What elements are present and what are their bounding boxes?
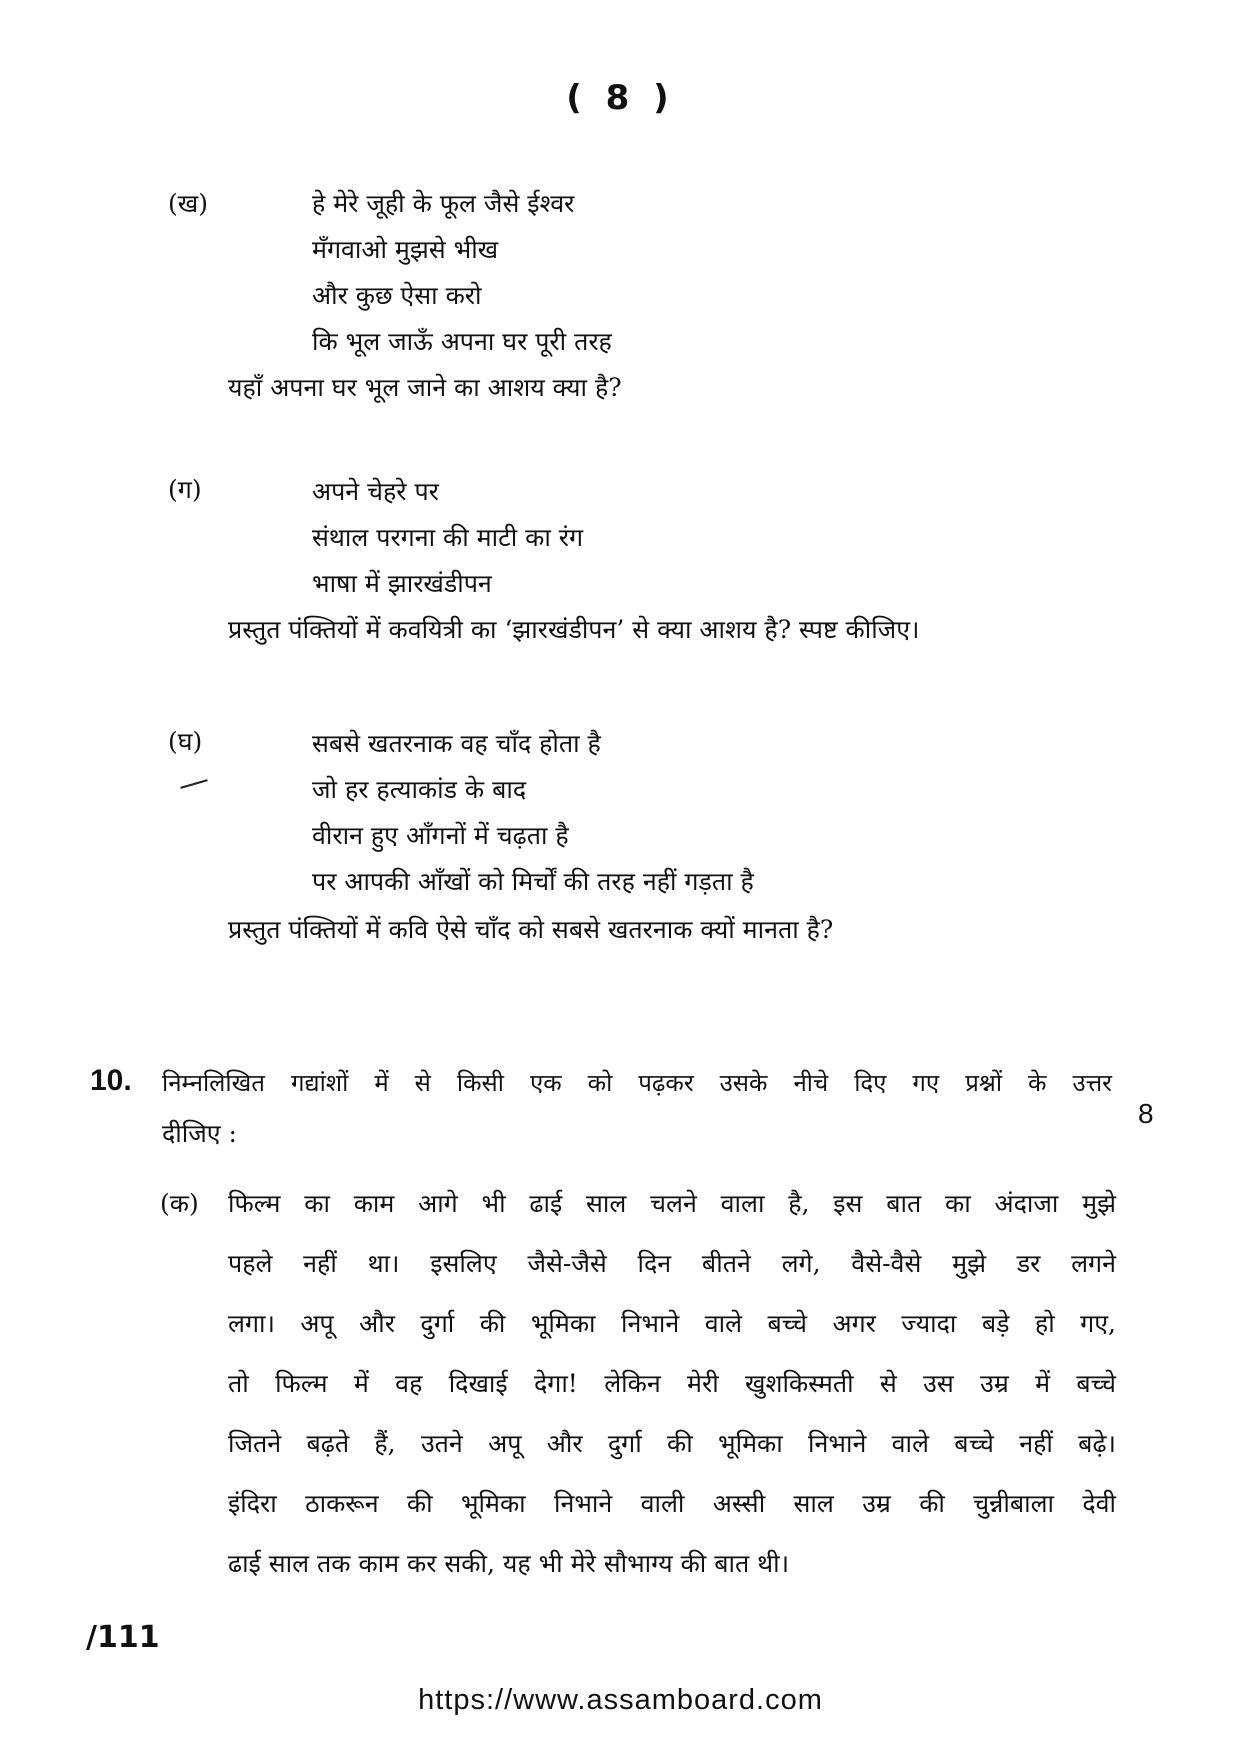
- poem-line: पर आपकी आँखों को मिर्चों की तरह नहीं गड़ता है: [312, 867, 754, 896]
- question-number: 10.: [90, 1064, 132, 1097]
- poem-line: सबसे खतरनाक वह चाँद होता है: [312, 729, 601, 758]
- passage-line: पहले नहीं था। इसलिए जैसे-जैसे दिन बीतने लगे, वैसे-वैसे मुझे डर लगने: [228, 1249, 1116, 1278]
- tick-mark: [180, 779, 207, 789]
- website-url: https://www.assamboard.com: [418, 1684, 823, 1716]
- passage-line: फिल्म का काम आगे भी ढाई साल चलने वाला है, इस बात का अंदाजा मुझे: [228, 1189, 1116, 1218]
- poem-question: यहाँ अपना घर भूल जाने का आशय क्या है?: [228, 373, 622, 402]
- passage-line: इंदिरा ठाकरून की भूमिका निभाने वाली अस्सी साल उम्र की चुन्नीबाला देवी: [228, 1489, 1116, 1518]
- poem-question: प्रस्तुत पंक्तियों में कवि ऐसे चाँद को सबसे खतरनाक क्यों मानता है?: [228, 915, 834, 944]
- poem-line: और कुछ ऐसा करो: [312, 281, 482, 310]
- poem-label: (ग): [168, 475, 202, 504]
- poem-line: जो हर हत्याकांड के बाद: [312, 775, 527, 804]
- poem-line: कि भूल जाऊँ अपना घर पूरी तरह: [312, 327, 612, 356]
- passage-line: लगा। अपू और दुर्गा की भूमिका निभाने वाले बच्चे अगर ज्यादा बड़े हो गए,: [228, 1309, 1116, 1338]
- page-number: ( 8 ): [566, 78, 675, 118]
- poem-question: प्रस्तुत पंक्तियों में कवयित्री का ‘झारखंडीपन’ से क्या आशय है? स्पष्ट कीजिए।: [228, 615, 920, 644]
- poem-line: अपने चेहरे पर: [312, 477, 439, 506]
- passage-line: तो फिल्म में वह दिखाई देगा! लेकिन मेरी खुशकिस्मती से उस उम्र में बच्चे: [228, 1369, 1116, 1398]
- poem-line: संथाल परगना की माटी का रंग: [312, 523, 584, 552]
- passage-line: जितने बढ़ते हैं, उतने अपू और दुर्गा की भूमिका निभाने वाले बच्चे नहीं बढ़े।: [228, 1429, 1116, 1458]
- question-text: निम्नलिखित गद्यांशों में से किसी एक को पढ़कर उसके नीचे दिए गए प्रश्नों के उत्तर: [162, 1069, 1112, 1097]
- poem-line: वीरान हुए आँगनों में चढ़ता है: [312, 821, 569, 850]
- question-text-cont: दीजिए :: [162, 1119, 237, 1148]
- poem-line: भाषा में झारखंडीपन: [312, 569, 492, 598]
- passage-line: ढाई साल तक काम कर सकी, यह भी मेरे सौभाग्य की बात थी।: [228, 1549, 790, 1578]
- paper-code: /111: [86, 1620, 160, 1655]
- poem-line: मँगवाओ मुझसे भीख: [312, 235, 499, 264]
- part-label: (क): [160, 1189, 199, 1218]
- poem-line: हे मेरे जूही के फूल जैसे ईश्वर: [312, 189, 575, 218]
- marks: 8: [1138, 1098, 1154, 1129]
- poem-label: (घ): [168, 727, 203, 756]
- poem-label: (ख): [168, 189, 208, 218]
